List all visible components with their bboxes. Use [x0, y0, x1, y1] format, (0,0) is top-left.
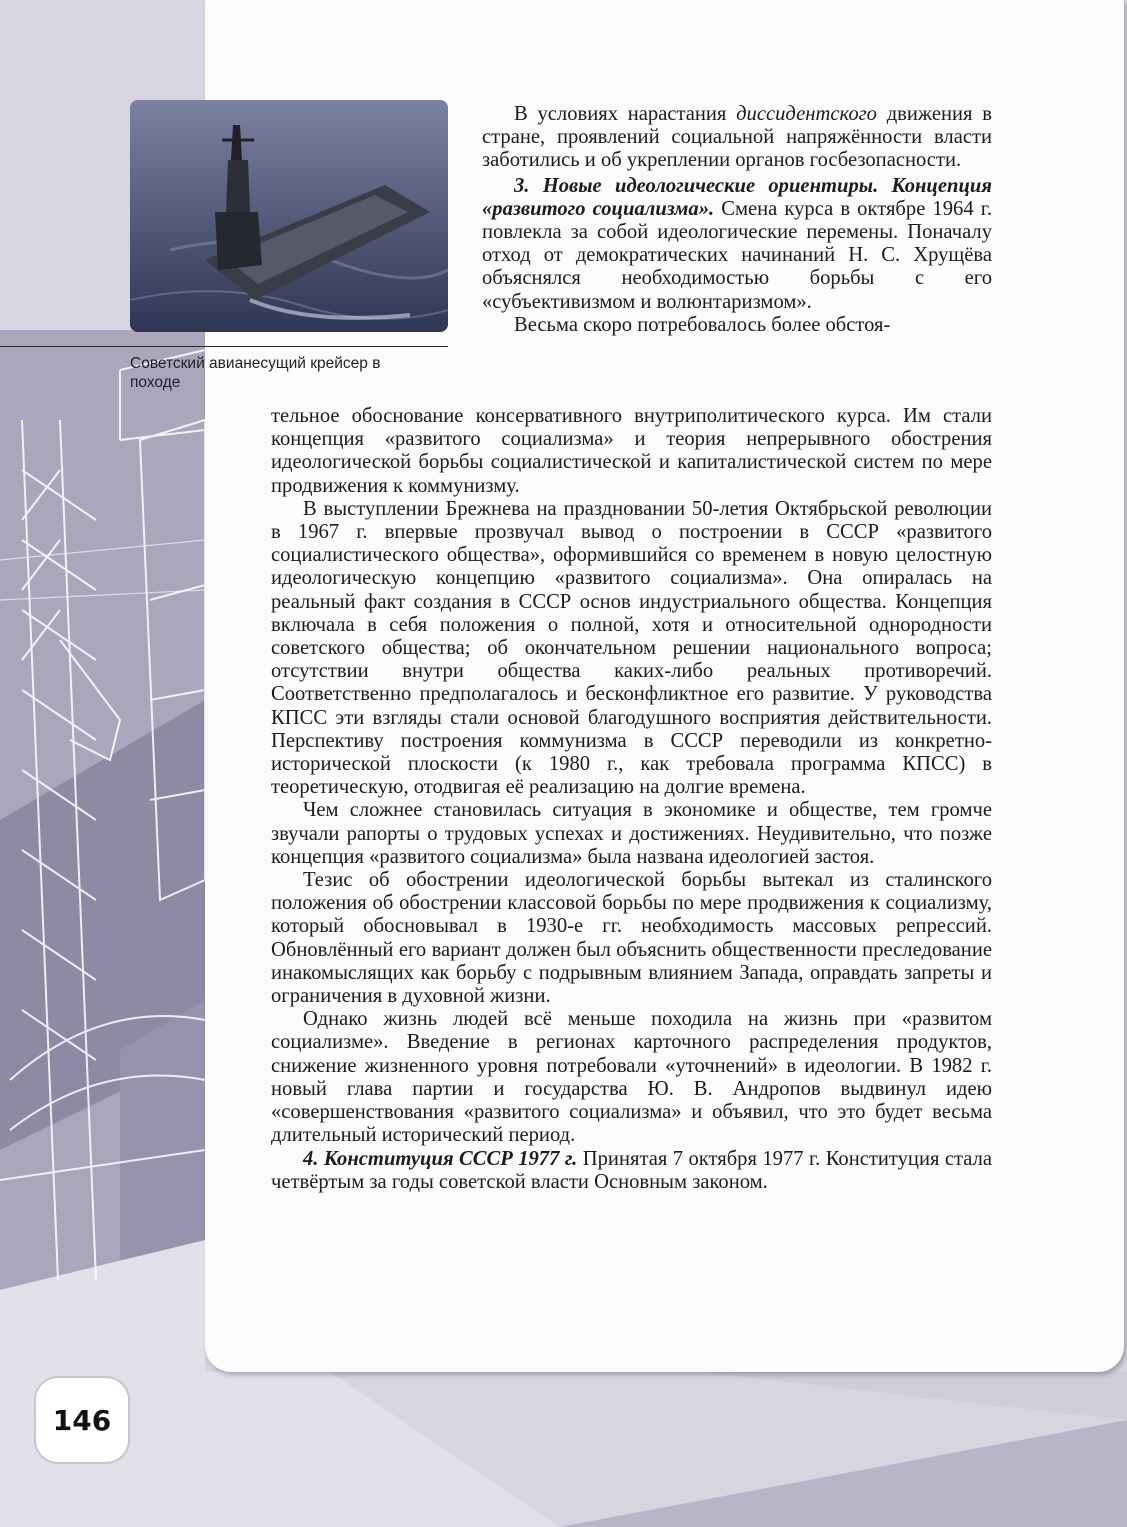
paragraph-8: 4. Конституция СССР 1977 г. Принятая 7 октября 1977 г. Конституция стала четвёртым за годы советской власти Основным законом.: [271, 1147, 992, 1193]
paragraph-7: Однако жизнь людей всё меньше походила на жизнь при «развитом социализме». Введение в регионах карточного распределения продуктов, снижение жизненного уровня потребовали «уточнений» в идеологии. В 1982 г. новый глава партии и государства Ю. В. Андропов выдвинул идею «совершенствования «развитого социализма» и объявил, что это будет весьма длительный исторический период.: [271, 1008, 992, 1147]
paragraph-2: 3. Новые идеологические ориентиры. Концепция «развитого социализма». Смена курса в октябре 1964 г. повлекла за собой идеологические перемены. Поначалу отход от демократических начинаний Н. С. Хрущёва объяснялся необходимостью борьбы с его «субъективизмом и волюнтаризмом».: [482, 174, 992, 313]
text-column-main: [271, 405, 992, 1194]
paragraph-4: В выступлении Брежнева на праздновании 50-летия Октябрьской революции в 1967 г. впервые прозвучал вывод о построении в СССР «развитого социалистического общества», оформившийся со временем в новую целостную идеологическую концепцию «развитого социализма». Она опиралась на реальный факт создания в СССР основ индустриального общества. Концепция включала в себя положения о полной, хотя и относительной однородности советского общества; об окончательном решении национального вопроса; отсутствии внутри общества каких-либо реальных противоречий. Соответственно предполагалось и бесконфликтное его развитие. У руководства КПСС эти взгляды стали основой благодушного восприятия действительности. Перспективу построения коммунизма в СССР переводили из конкретно-исторической плоскости (к 1980 г., как требовала программа КПСС) в теоретическую, отодвигая её реализацию на долгие времена.: [271, 497, 992, 799]
page-number: 146: [36, 1378, 128, 1462]
figure-caption: Советский авианесущий крейсер в походе: [130, 355, 381, 391]
section-heading-3: 3. Новые идеологические ориентиры. Концепция «развитого социализма».: [482, 174, 992, 220]
paragraph-1: В условиях нарастания диссидентского движения в стране, проявлений социальной напряжённости власти заботились и об укреплении органов госбезопасности.: [482, 103, 992, 172]
paragraph-3-continued: тельное обоснование консервативного внутриполитического курса. Им стали концепция «развитого социализма» и теория непрерывного обострения идеологической борьбы социалистической и капиталистической систем по мере продвижения к коммунизму.: [271, 405, 992, 497]
text-column-top: [482, 103, 992, 337]
caption-divider: [0, 346, 448, 347]
cruiser-photo: [130, 100, 448, 332]
section-heading-4: 4. Конституция СССР 1977 г.: [303, 1147, 578, 1170]
paragraph-5: Чем сложнее становилась ситуация в экономике и обществе, тем громче звучали рапорты о трудовых успехах и достижениях. Неудивительно, что позже концепция «развитого социализма» была названа идеологией застоя.: [271, 799, 992, 868]
paragraph-3-start: Весьма скоро потребовалось более обстоя-: [514, 313, 891, 336]
term-dissident: диссидентского: [736, 103, 877, 125]
paragraph-6: Тезис об обострении идеологической борьбы вытекал из сталинского положения об обострении классовой борьбы по мере продвижения к социализму, который обосновывал в 1930-е гг. необходимость массовых репрессий. Обновлённый его вариант должен был объяснить общественности преследование инакомыслящих как борьбу с подрывным влиянием Запада, оправдать запреты и ограничения в духовной жизни.: [271, 869, 992, 1008]
